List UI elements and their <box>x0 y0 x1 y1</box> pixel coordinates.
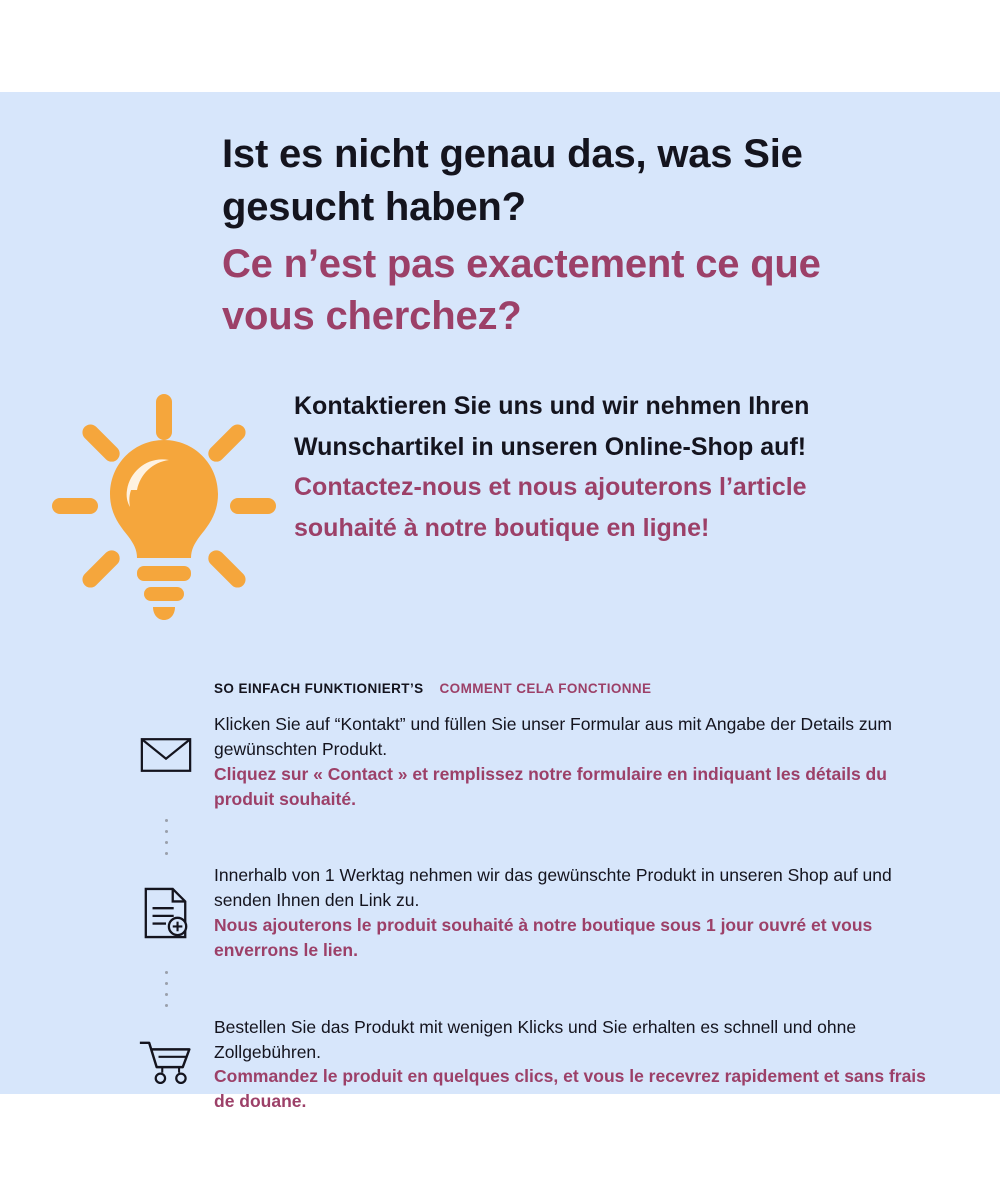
dotted-divider <box>118 963 214 1015</box>
envelope-icon <box>118 712 214 774</box>
subheading-french: Contactez-nous et nous ajouterons l’article souhaité à notre boutique en ligne! <box>294 473 807 542</box>
list-item <box>118 1015 938 1114</box>
step-connector <box>118 963 938 1015</box>
headline-french: Ce n’est pas exactement ce que vous cherchez? <box>222 241 821 339</box>
document-add-icon <box>118 863 214 939</box>
list-item <box>118 712 938 811</box>
section-label-german: SO EINFACH FUNKTIONIERT’S <box>214 681 424 696</box>
step-french: Nous ajouterons le produit souhaité à notre boutique sous 1 jour ouvré et vous enverrons le lien. <box>214 915 873 960</box>
step-connector <box>118 811 938 863</box>
step-german: Innerhalb von 1 Werktag nehmen wir das gewünschte Produkt in unseren Shop auf und senden Ihnen den Link zu. <box>214 865 892 911</box>
step-text <box>214 1015 930 1114</box>
subheading-block <box>294 386 914 548</box>
step-german: Klicken Sie auf “Kontakt” und füllen Sie unser Formular aus mit Angabe der Details zum gewünschten Produkt. <box>214 714 892 759</box>
step-french: Cliquez sur « Contact » et remplissez notre formulaire en indiquant les détails du produit souhaité. <box>214 763 887 809</box>
headline-block <box>222 128 922 343</box>
steps-list <box>118 712 938 1114</box>
step-text <box>214 863 930 962</box>
shopping-cart-icon <box>118 1015 214 1084</box>
lightbulb-icon <box>36 378 292 634</box>
step-text <box>214 712 930 811</box>
step-french: Commandez le produit en quelques clics, et vous le recevrez rapidement et sans frais de douane. <box>214 1066 926 1112</box>
list-item <box>118 863 938 962</box>
section-label <box>214 681 651 696</box>
headline-german: Ist es nicht genau das, was Sie gesucht haben? <box>222 132 803 229</box>
section-label-french: COMMENT CELA FONCTIONNE <box>439 681 652 696</box>
dotted-divider <box>118 811 214 863</box>
subheading-german: Kontaktieren Sie uns und wir nehmen Ihren Wunschartikel in unseren Online-Shop auf! <box>294 392 810 461</box>
step-german: Bestellen Sie das Produkt mit wenigen Klicks und Sie erhalten es schnell und ohne Zollgebühren. <box>214 1016 857 1062</box>
